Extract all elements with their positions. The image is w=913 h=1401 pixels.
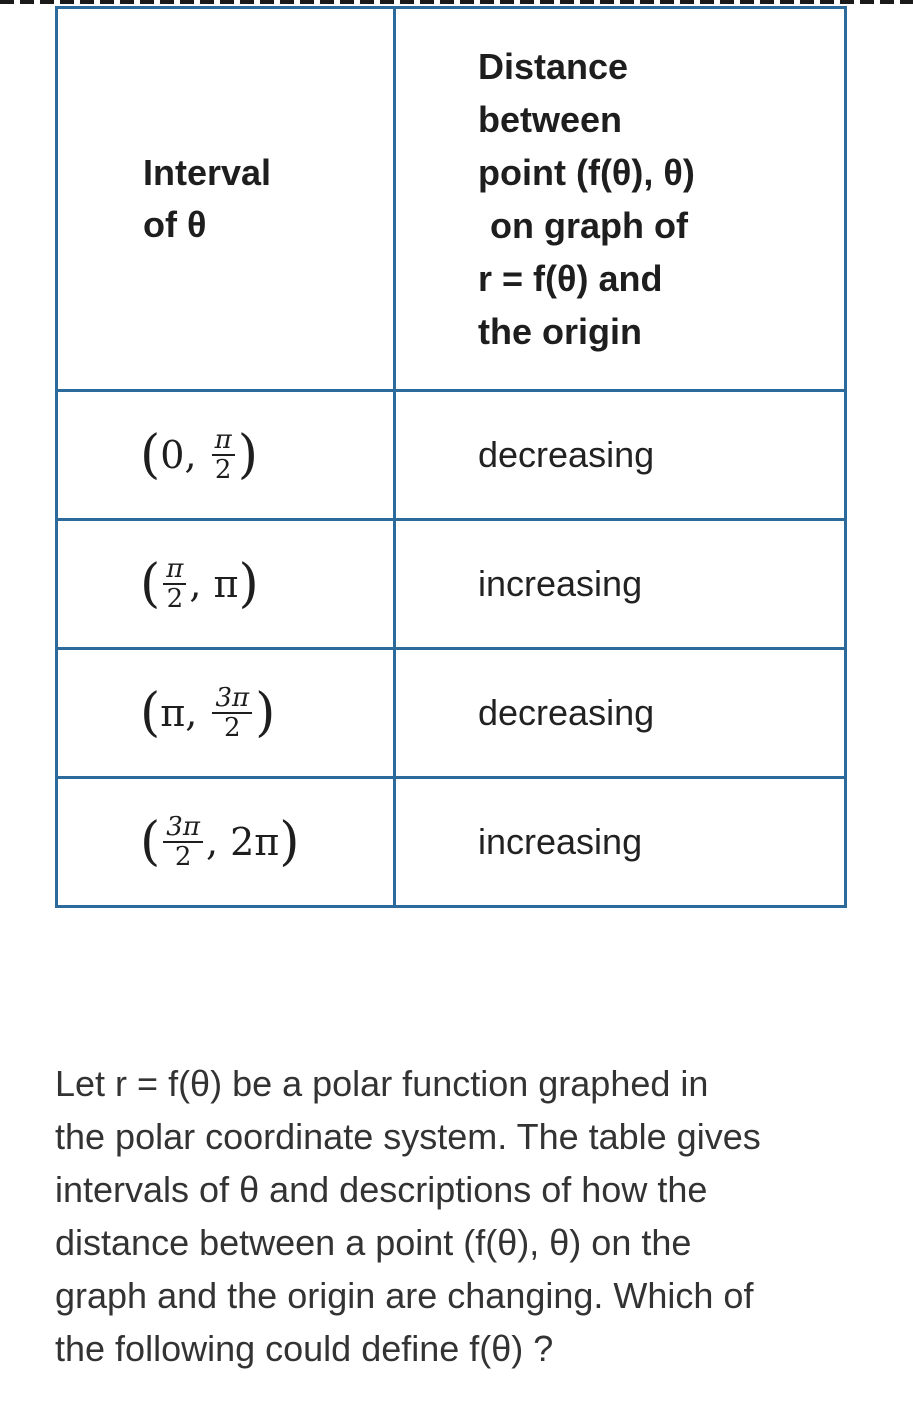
interval-left: π, [160, 691, 198, 735]
interval-cell [57, 520, 395, 649]
close-paren: ) [255, 683, 276, 743]
interval-cell [57, 649, 395, 778]
open-paren: ( [140, 683, 161, 743]
fraction-numerator: 3π [163, 813, 203, 843]
interval-right: , π [189, 562, 239, 606]
question-line-5: graph and the origin are changing. Which of [55, 1275, 754, 1316]
header-distance-line-3: point (f(θ), θ) [478, 152, 695, 193]
header-interval-line-2: of θ [143, 204, 207, 245]
header-interval [57, 8, 395, 391]
header-distance [395, 8, 846, 391]
interval-table [55, 6, 847, 908]
fraction-numerator: π [163, 555, 186, 585]
interval-right: , 2π [205, 820, 280, 864]
interval-fraction [212, 426, 235, 484]
description-cell: increasing [395, 778, 846, 907]
interval-left: 0, [160, 433, 197, 477]
question-line-6: the following could define f(θ) ? [55, 1328, 554, 1369]
fraction-denominator: 2 [214, 455, 232, 485]
table-row [57, 778, 846, 907]
fraction-denominator: 2 [174, 842, 192, 872]
open-paren: ( [140, 554, 161, 614]
interval-cell [57, 778, 395, 907]
table-row [57, 649, 846, 778]
interval-fraction [163, 813, 203, 871]
description-cell: decreasing [395, 391, 846, 520]
close-paren: ) [279, 812, 300, 872]
fraction-denominator: 2 [166, 584, 184, 614]
fraction-numerator: π [212, 426, 235, 456]
question-line-1: Let r = f(θ) be a polar function graphed in [55, 1063, 709, 1104]
top-dashed-border [0, 0, 913, 4]
fraction-denominator: 2 [224, 713, 241, 743]
fraction-numerator: 3π [212, 684, 252, 714]
header-distance-line-5: r = f(θ) and [478, 258, 663, 299]
open-paren: ( [140, 812, 161, 872]
interval-fraction [212, 684, 252, 742]
question-text [55, 1057, 855, 1375]
close-paren: ) [237, 425, 259, 485]
open-paren: ( [140, 425, 161, 485]
close-paren: ) [238, 554, 259, 614]
interval-fraction [163, 555, 186, 613]
table-row [57, 520, 846, 649]
header-interval-line-1: Interval [143, 152, 272, 193]
header-distance-line-4: on graph of [490, 205, 688, 246]
interval-cell [57, 391, 395, 520]
question-line-3: intervals of θ and descriptions of how the [55, 1169, 708, 1210]
header-distance-line-2: between [478, 99, 623, 140]
table-row [57, 391, 846, 520]
question-line-4: distance between a point (f(θ), θ) on the [55, 1222, 692, 1263]
description-cell: decreasing [395, 649, 846, 778]
description-cell: increasing [395, 520, 846, 649]
question-line-2: the polar coordinate system. The table gives [55, 1116, 761, 1157]
header-distance-line-1: Distance [478, 46, 629, 87]
header-distance-line-6: the origin [478, 311, 642, 352]
table-header-row [57, 8, 846, 391]
